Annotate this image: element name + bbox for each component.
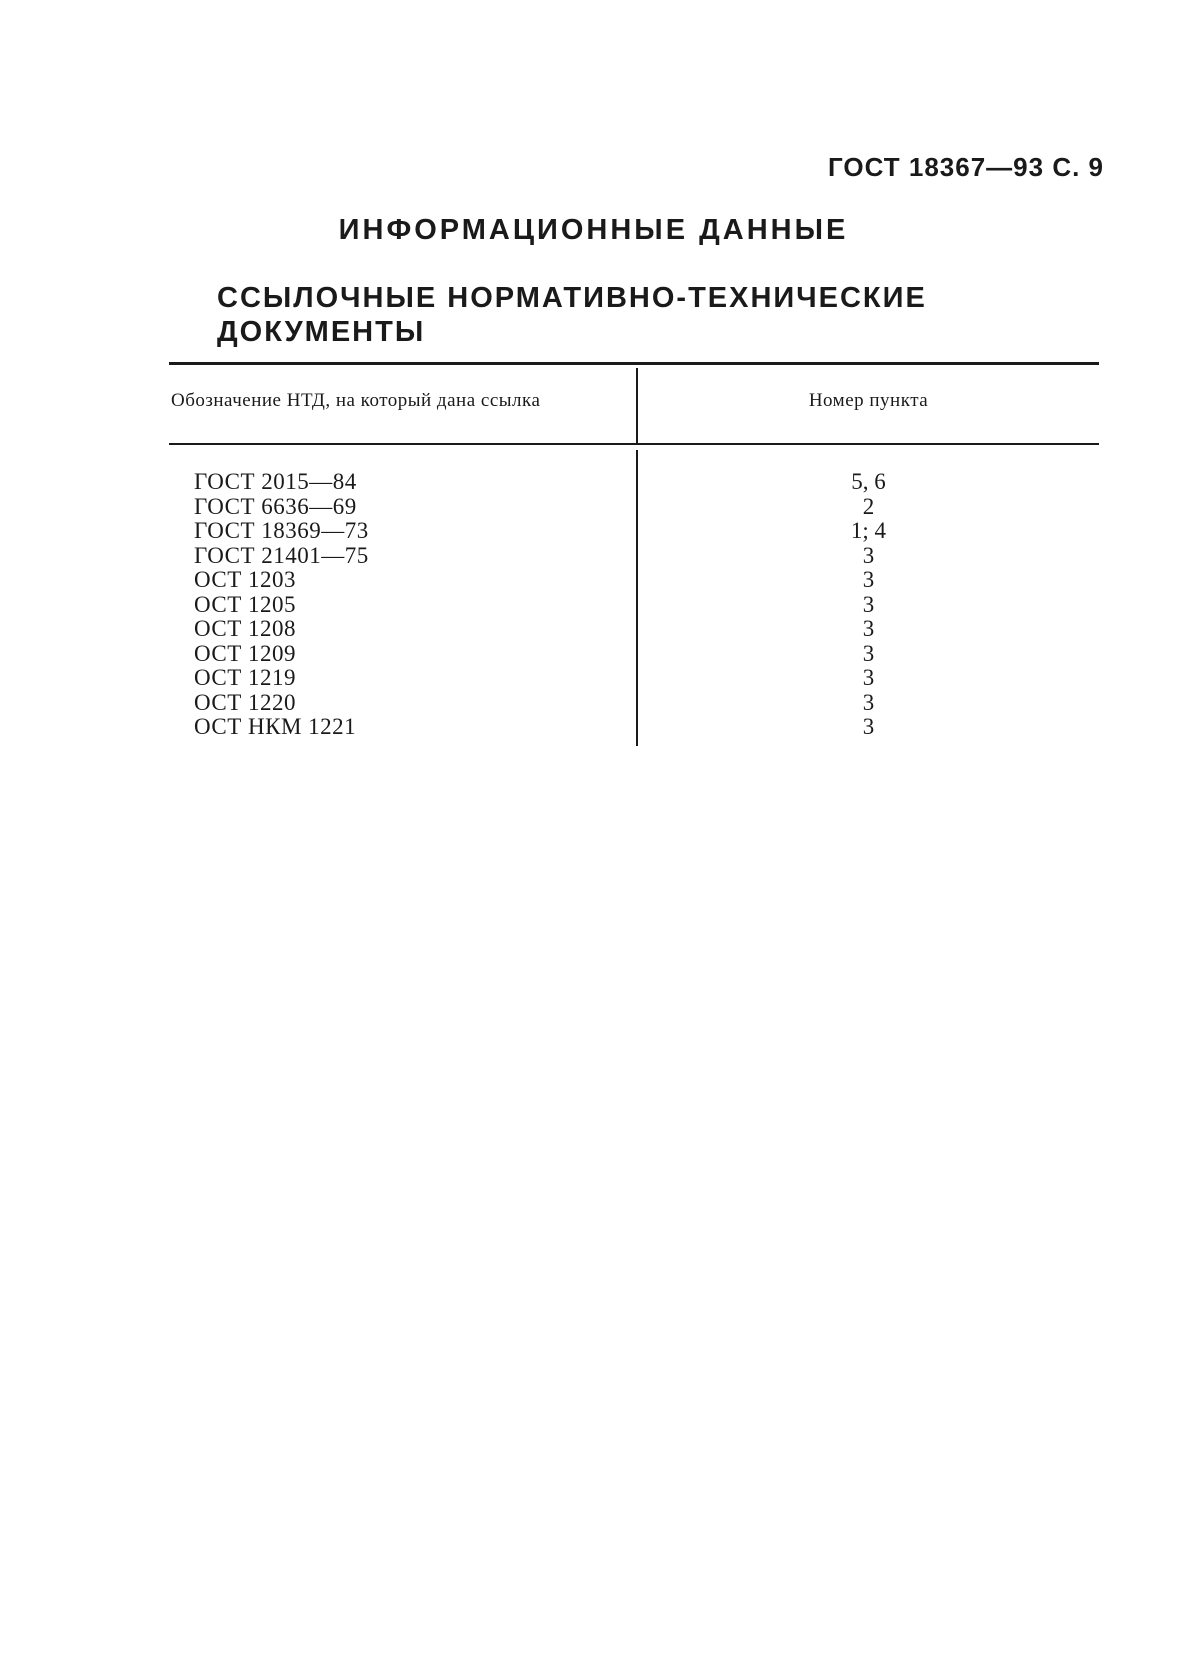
- doc-designation: ОСТ 1208: [194, 616, 297, 641]
- table-header-rule: [169, 443, 1099, 445]
- table-top-rule: [169, 362, 1099, 365]
- doc-designation: ОСТ 1209: [194, 640, 297, 666]
- column-header-doc: Обозначение НТД, на который дана ссылка: [171, 390, 541, 411]
- table-row: [169, 470, 1099, 495]
- subsection-title: ССЫЛОЧНЫЕ НОРМАТИВНО-ТЕХНИЧЕСКИЕ ДОКУМЕНТЫ: [217, 282, 927, 348]
- doc-designation: ГОСТ 18369—73: [194, 518, 369, 543]
- table-row: [169, 544, 1099, 569]
- clause-number: 3: [862, 665, 875, 690]
- clause-number: 3: [862, 714, 875, 739]
- table-row: [169, 642, 1099, 667]
- clause-number: 1; 4: [850, 518, 887, 543]
- clause-number: 3: [862, 640, 875, 666]
- table-row: [169, 593, 1099, 618]
- table-body: [169, 470, 1099, 740]
- clause-number: 3: [862, 616, 875, 641]
- doc-designation: ОСТ 1203: [194, 567, 297, 592]
- doc-designation: ГОСТ 21401—75: [194, 542, 369, 568]
- doc-designation: ОСТ 1220: [194, 689, 297, 715]
- table-row: [169, 666, 1099, 691]
- column-divider-header: [636, 368, 638, 443]
- table-row: [169, 617, 1099, 642]
- clause-number: 2: [862, 493, 875, 519]
- clause-number: 3: [862, 591, 875, 617]
- table-row: [169, 519, 1099, 544]
- clause-number: 5, 6: [851, 469, 886, 494]
- clause-number: 3: [862, 542, 875, 568]
- doc-designation: ГОСТ 6636—69: [194, 493, 357, 519]
- doc-designation: ОСТ 1205: [194, 591, 297, 617]
- page-header: ГОСТ 18367—93 С. 9: [828, 152, 1104, 182]
- table-row: [169, 568, 1099, 593]
- clause-number: 3: [862, 689, 875, 715]
- table-row: [169, 715, 1099, 740]
- doc-designation: ОСТ НКМ 1221: [194, 714, 357, 739]
- clause-number: 3: [862, 567, 875, 592]
- column-header-clause: Номер пункта: [808, 390, 929, 411]
- table-row: [169, 495, 1099, 520]
- section-title: ИНФОРМАЦИОННЫЕ ДАННЫЕ: [338, 214, 849, 246]
- doc-designation: ГОСТ 2015—84: [194, 469, 357, 494]
- doc-designation: ОСТ 1219: [194, 665, 297, 690]
- table-row: [169, 691, 1099, 716]
